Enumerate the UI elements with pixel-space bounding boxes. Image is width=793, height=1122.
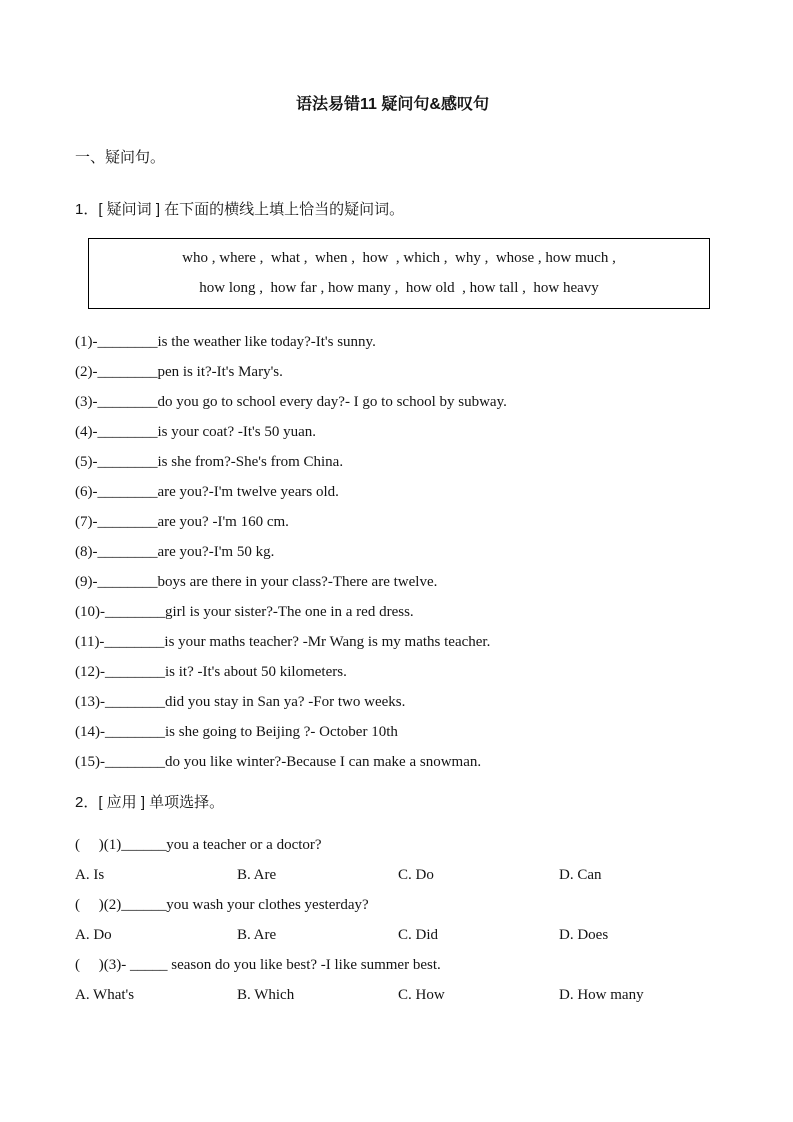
fill-item-10: (10)-________girl is your sister?-The one in a red dress. [75,604,414,620]
mc-q1-option-d: D. Can [559,867,602,883]
mc-question-2-options [75,920,710,950]
fill-in-items [75,327,710,777]
mc-q2-option-a: A. Do [75,927,112,943]
section1-heading: 一、疑问句。 [75,149,166,166]
mc-q3-option-d: D. How many [559,987,644,1003]
fill-item-5: (5)-________is she from?-She's from China. [75,454,344,470]
fill-item-12: (12)-________is it? -It's about 50 kilometers. [75,664,347,680]
task1-heading: 1．[ 疑问词 ] 在下面的横线上填上恰当的疑问词。 [75,201,405,218]
mc-q2-option-b: B. Are [237,927,277,943]
page-title: 语法易错11 疑问句&感叹句 [296,96,489,113]
mc-q3-option-a: A. What's [75,987,135,1003]
mc-q2-option-d: D. Does [559,927,609,943]
fill-item-14: (14)-________is she going to Beijing ?- October 10th [75,724,398,740]
mc-question-3-options [75,980,710,1010]
mc-q3-option-c: C. How [398,987,445,1003]
fill-item-13: (13)-________did you stay in San ya? -For two weeks. [75,694,406,710]
mc-question-2-stem: ( )(2)______you wash your clothes yesterday? [75,897,369,913]
fill-item-11: (11)-________is your maths teacher? -Mr Wang is my maths teacher. [75,634,491,650]
word-bank-line-1: who , where , what , when , how , which , why , whose , how much , [182,250,616,266]
fill-item-8: (8)-________are you?-I'm 50 kg. [75,544,275,560]
mc-q1-option-a: A. Is [75,867,105,883]
word-bank-box [88,238,710,309]
fill-item-4: (4)-________is your coat? -It's 50 yuan. [75,424,316,440]
fill-item-2: (2)-________pen is it?-It's Mary's. [75,364,283,380]
fill-item-6: (6)-________are you?-I'm twelve years old. [75,484,339,500]
word-bank-line-2: how long , how far , how many , how old , how tall , how heavy [199,280,599,296]
mc-q3-option-b: B. Which [237,987,295,1003]
task2-heading: 2．[ 应用 ] 单项选择。 [75,794,225,811]
mc-q2-option-c: C. Did [398,927,439,943]
fill-item-9: (9)-________boys are there in your class?-There are twelve. [75,574,438,590]
fill-item-7: (7)-________are you? -I'm 160 cm. [75,514,289,530]
mc-q1-option-b: B. Are [237,867,277,883]
multiple-choice-block [75,830,710,1010]
fill-item-1: (1)-________is the weather like today?-It's sunny. [75,334,376,350]
mc-question-1-stem: ( )(1)______you a teacher or a doctor? [75,837,322,853]
fill-item-15: (15)-________do you like winter?-Because I can make a snowman. [75,754,482,770]
mc-q1-option-c: C. Do [398,867,434,883]
fill-item-3: (3)-________do you go to school every day?- I go to school by subway. [75,394,507,410]
mc-question-1-options [75,860,710,890]
mc-question-3-stem: ( )(3)- _____ season do you like best? -I like summer best. [75,957,441,973]
